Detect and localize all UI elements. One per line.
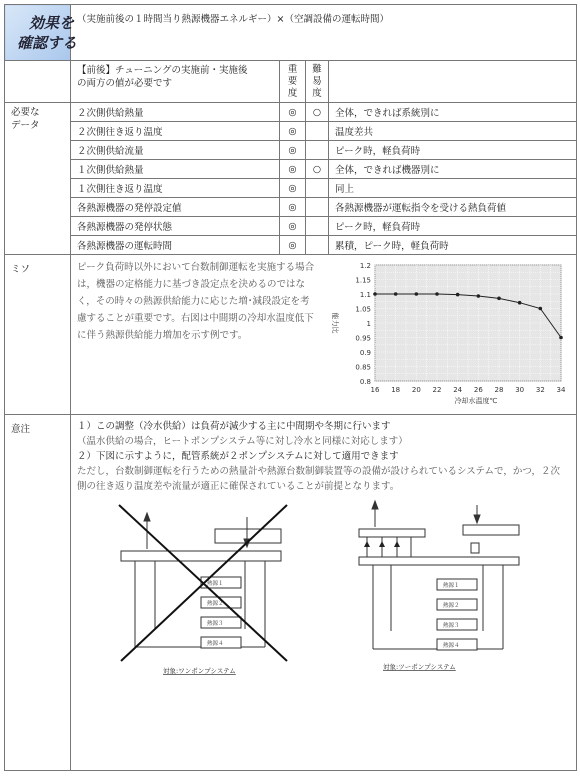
row-difficulty: ○ [306, 103, 329, 122]
required-data-label: 必要な データ [5, 103, 71, 255]
row-importance: ◎ [280, 217, 306, 236]
x-tick-label: 18 [391, 386, 401, 394]
data-point [539, 307, 543, 311]
row-note: 温度差共 [329, 122, 577, 141]
x-tick-label: 20 [411, 386, 421, 394]
notes-label: 意注 [5, 415, 71, 771]
data-point [497, 297, 501, 301]
row-item: 各熱源機器の発停設定値 [71, 198, 280, 217]
row-importance: ◎ [280, 141, 306, 160]
note-line-2: （温水供給の場合，ヒートポンプシステム等に対し冷水と同様に対応します） [77, 436, 408, 447]
row-note: ピーク時，軽負荷時 [329, 141, 577, 160]
table-row [5, 141, 577, 160]
x-tick-label: 28 [494, 386, 504, 394]
row-difficulty [306, 236, 329, 255]
row-item: １次側往き返り温度 [71, 179, 280, 198]
row-note: 全体，できれば系統別に [329, 103, 577, 122]
x-axis-label: 冷却水温度℃ [454, 397, 498, 405]
y-tick-label: 0.95 [355, 334, 371, 343]
svg-text:熱源１: 熱源１ [443, 583, 460, 589]
x-tick-label: 32 [535, 386, 545, 394]
row-note: 全体，できれば機器別に [329, 160, 577, 179]
row-item: 各熱源機器の運転時間 [71, 236, 280, 255]
row-item: ２次側往き返り温度 [71, 122, 280, 141]
x-tick-label: 34 [556, 386, 566, 394]
table-row [5, 103, 577, 122]
y-tick-label: 1.05 [355, 305, 371, 314]
capacity-ratio-chart [321, 259, 571, 407]
data-point [456, 293, 460, 297]
requirements-intro: 【前後】チューニングの実施前・実施後 の両方の値が必要です [71, 61, 280, 103]
two-pump-caption: 対象:ツーポンプシステム [383, 663, 456, 671]
data-point [477, 294, 481, 298]
row-item: １次側供給熱量 [71, 160, 280, 179]
y-tick-label: 0.8 [359, 378, 371, 386]
header-badge [5, 5, 78, 61]
x-tick-label: 24 [453, 386, 463, 394]
row-importance: ◎ [280, 122, 306, 141]
y-tick-label: 0.9 [359, 349, 371, 357]
row-note: 累積，ピーク時，軽負荷時 [329, 236, 577, 255]
table-row [5, 236, 577, 255]
svg-text:熱源３: 熱源３ [443, 623, 460, 629]
miso-text: ピーク負荷時以外において台数制御運転を実施する場合は，機器の定格能力に基づき設定点を決めるのではなく，その時々の熱源供給能力に応じた増･減段設定を考慮することが重要です。右図は中間期の冷却水温度低下に伴う熱源供給能力増加を示す例です。 [77, 262, 315, 341]
miso-label: ミソ [5, 255, 71, 415]
row-note: 各熱源機器が運転指令を受ける熱負荷値 [329, 198, 577, 217]
data-point [518, 301, 522, 305]
row-difficulty [306, 122, 329, 141]
data-point [394, 292, 398, 296]
row-item: ２次側供給流量 [71, 141, 280, 160]
data-point [435, 292, 439, 296]
row-importance: ◎ [280, 179, 306, 198]
row-note: ピーク時，軽負荷時 [329, 217, 577, 236]
note-line-1: １）この調整（冷水供給）は負荷が減少する主に中間期や冬期に行います [77, 421, 391, 432]
data-point [415, 292, 419, 296]
svg-text:熱源４: 熱源４ [443, 643, 460, 649]
row-item: 各熱源機器の発停状態 [71, 217, 280, 236]
table-row [5, 179, 577, 198]
y-tick-label: 1 [366, 320, 371, 328]
two-pump-system-diagram [355, 499, 545, 679]
header-badge-line1: 効果を [29, 13, 75, 32]
svg-text:熱源４: 熱源４ [207, 641, 224, 647]
table-row [5, 217, 577, 236]
importance-header: 重 要 度 [280, 61, 306, 103]
table-row [5, 160, 577, 179]
row-importance: ◎ [280, 103, 306, 122]
one-pump-system-diagram [115, 499, 305, 679]
table-row [5, 122, 577, 141]
row-difficulty [306, 217, 329, 236]
one-pump-caption: 対象:ワンポンプシステム [163, 667, 236, 675]
row-difficulty: ○ [306, 160, 329, 179]
difficulty-header: 難 易 度 [306, 61, 329, 103]
svg-text:熱源２: 熱源２ [443, 603, 460, 609]
y-axis-label: 能力比 [331, 312, 339, 334]
row-importance: ◎ [280, 198, 306, 217]
data-point [559, 336, 563, 340]
table-row [5, 198, 577, 217]
svg-text:熱源１: 熱源１ [207, 581, 224, 587]
row-difficulty [306, 198, 329, 217]
data-point [373, 292, 377, 296]
content-table [4, 4, 577, 771]
row-importance: ◎ [280, 236, 306, 255]
y-tick-label: 1.2 [359, 262, 371, 270]
x-tick-label: 16 [370, 386, 380, 394]
svg-text:熱源３: 熱源３ [207, 621, 224, 627]
y-tick-label: 1.15 [355, 276, 371, 285]
svg-text:熱源２: 熱源２ [207, 601, 224, 607]
header-formula: （実施前後の１時間当り熱源機器エネルギー）×（空調設備の運転時間） [71, 5, 577, 61]
note-line-4: ただし，台数制御運転を行うための熱量計や熱源台数制御装置等の設備が設けられているシステムで，かつ，２次側の往き返り温度差や流量が適正に確保されていることが前提となります。 [77, 466, 560, 492]
x-tick-label: 30 [515, 386, 525, 394]
notes-block [77, 419, 567, 494]
row-note: 同上 [329, 179, 577, 198]
x-tick-label: 26 [473, 386, 483, 394]
note-line-3: ２）下図に示すように，配管系統が２ポンプシステムに対して適用できます [77, 451, 399, 462]
row-difficulty [306, 141, 329, 160]
header-badge-line2: 確認する [17, 33, 78, 52]
row-item: ２次側供給熱量 [71, 103, 280, 122]
x-tick-label: 22 [432, 386, 442, 394]
row-importance: ◎ [280, 160, 306, 179]
row-difficulty [306, 179, 329, 198]
y-tick-label: 1.1 [359, 291, 371, 299]
y-tick-label: 0.85 [355, 363, 371, 372]
